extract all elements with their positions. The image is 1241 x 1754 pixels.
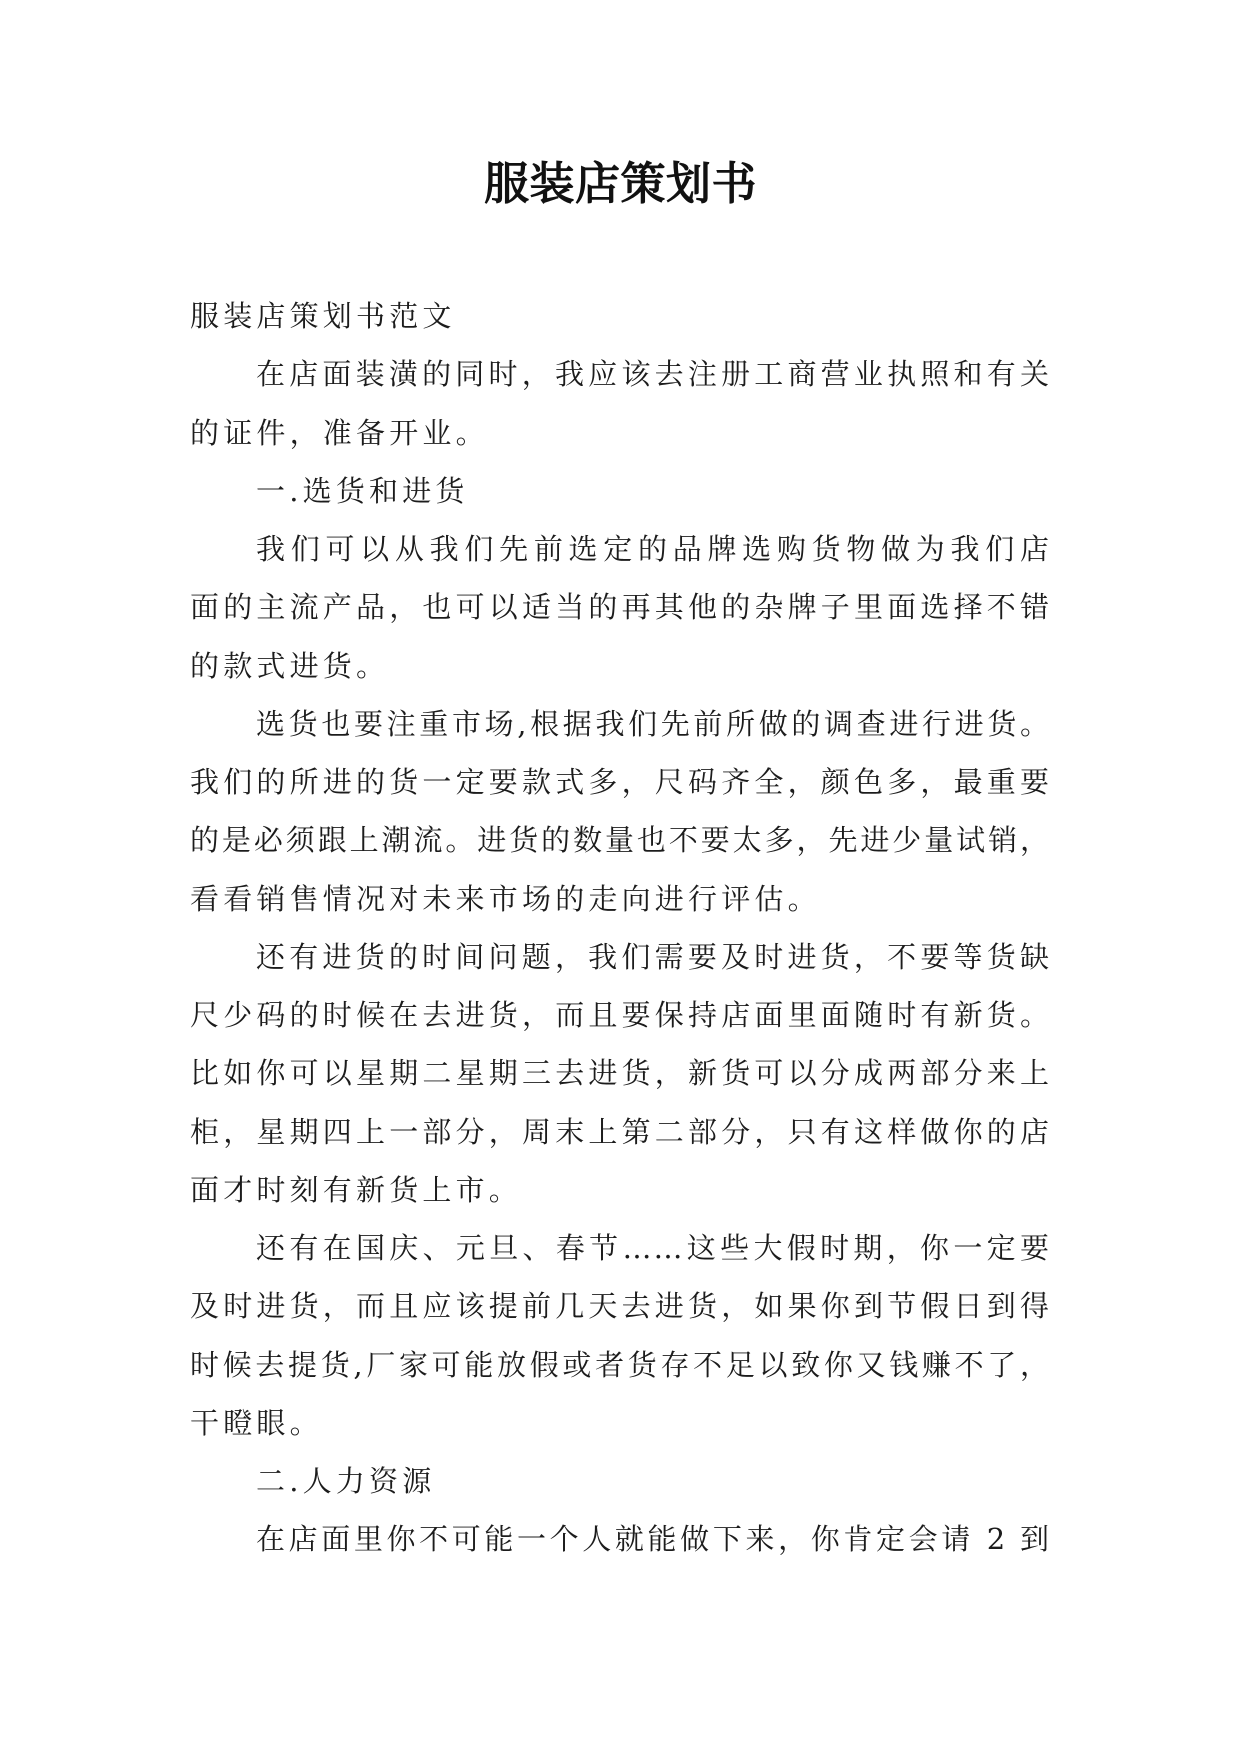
text-line: 我们的所进的货一定要款式多，尺码齐全，颜色多，最重要 <box>190 765 1051 799</box>
document-subtitle: 服装店策划书范文 <box>190 299 456 333</box>
section-heading-purchasing <box>190 462 1051 520</box>
text-line: 的款式进货。 <box>190 648 390 683</box>
text-line: 的是必须跟上潮流。进货的数量也不要太多，先进少量试销， <box>190 823 1051 858</box>
paragraph-staffing <box>190 1510 1051 1568</box>
text-line: 干瞪眼。 <box>190 1405 323 1440</box>
text-line: 面才时刻有新货上市。 <box>190 1172 523 1207</box>
paragraph-restock-timing <box>190 928 1051 1219</box>
text-line: 在店面里你不可能一个人就能做下来，你肯定会请 2 到 <box>256 1522 1051 1557</box>
text-line: 及时进货，而且应该提前几天去进货，如果你到节假日到得 <box>190 1289 1051 1324</box>
text-line: 时候去提货,厂家可能放假或者货存不足以致你又钱赚不了， <box>190 1347 1051 1382</box>
text-line: 的证件，准备开业。 <box>190 415 489 450</box>
text-line: 还有进货的时间问题，我们需要及时进货，不要等货缺 <box>256 939 1051 974</box>
text-line: 柜，星期四上一部分，周末上第二部分，只有这样做你的店 <box>190 1114 1051 1149</box>
paragraph-holiday-stock <box>190 1219 1051 1452</box>
paragraph-brand-selection <box>190 520 1051 695</box>
text-line: 比如你可以星期二星期三去进货，新货可以分成两部分来上 <box>190 1056 1051 1091</box>
text-line: 尺少码的时候在去进货，而且要保持店面里面随时有新货。 <box>190 998 1051 1032</box>
section-heading: 二.人力资源 <box>256 1464 436 1498</box>
text-line: 在店面装潢的同时，我应该去注册工商营业执照和有关 <box>256 357 1051 392</box>
text-line: 我们可以从我们先前选定的品牌选购货物做为我们店 <box>256 532 1051 566</box>
paragraph-market-focus <box>190 695 1051 928</box>
paragraph-store-registration <box>190 345 1051 462</box>
section-heading-human-resources <box>190 1452 1051 1510</box>
document-title: 服装店策划书 <box>483 157 757 210</box>
document-body <box>190 287 1051 1569</box>
text-line: 还有在国庆、元旦、春节……这些大假时期，你一定要 <box>256 1231 1051 1265</box>
section-heading: 一.选货和进货 <box>256 473 469 508</box>
text-line: 选货也要注重市场,根据我们先前所做的调查进行进货。 <box>256 706 1051 741</box>
text-line: 看看销售情况对未来市场的走向进行评估。 <box>190 881 821 916</box>
text-line: 面的主流产品，也可以适当的再其他的杂牌子里面选择不错 <box>190 590 1051 625</box>
